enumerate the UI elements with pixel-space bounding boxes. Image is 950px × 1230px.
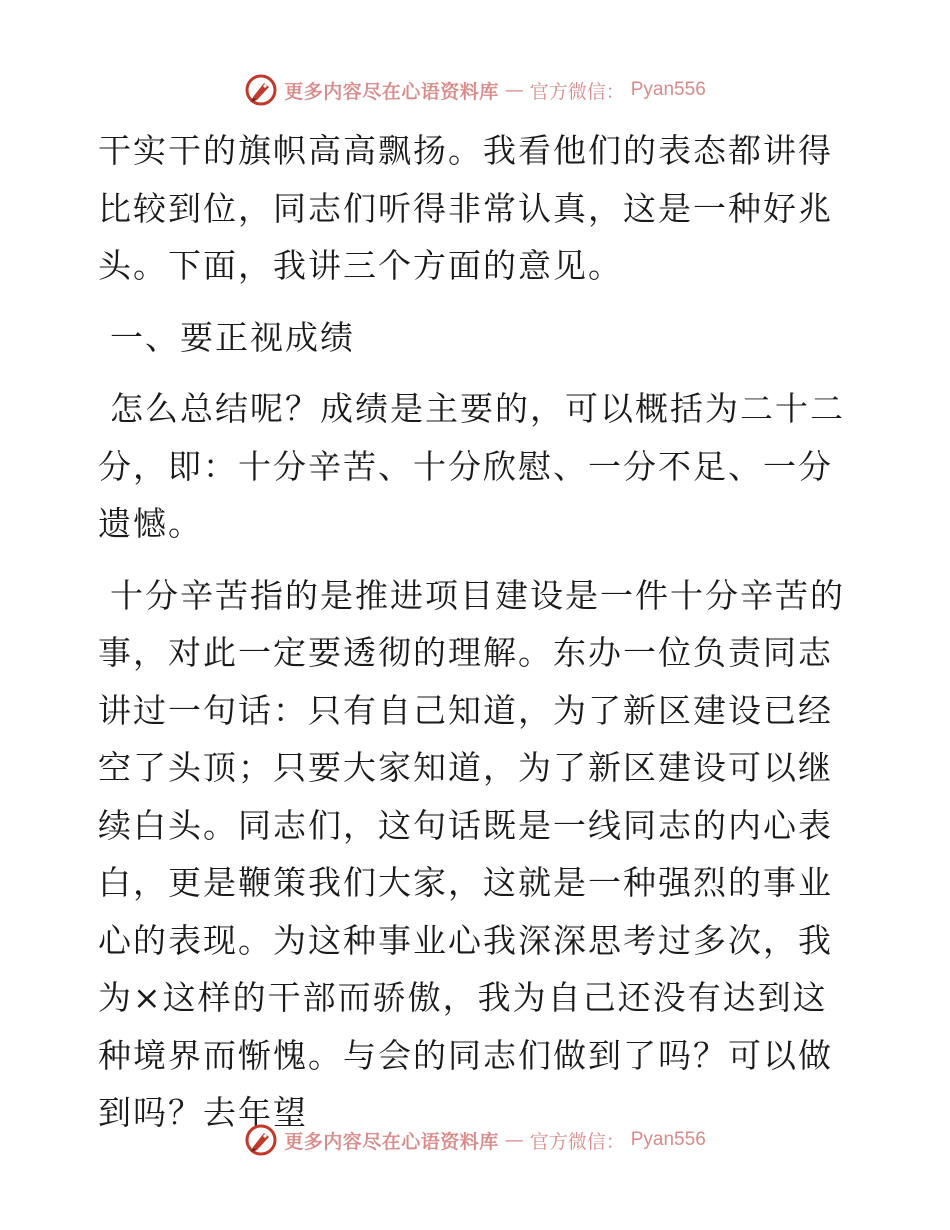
watermark-wechat-id: Pyan556 <box>630 79 706 100</box>
watermark-separator: — <box>504 1129 524 1151</box>
pen-nib-logo-icon <box>244 1123 278 1157</box>
watermark-wechat-label: 官方微信： <box>529 80 625 103</box>
watermark-site-text: 更多内容尽在心语资料库 <box>284 1130 499 1153</box>
paragraph-hardwork: 十分辛苦指的是推进项目建设是一件十分辛苦的事，对此一定要透彻的理解。东办一位负责同志讲过一句话：只有自己知道，为了新区建设已经空了头顶；只要大家知道，为了新区建设可以继续白头。同志们，这句话既是一线同志的内心表白，更是鞭策我们大家，这就是一种强烈的事业心的表现。为这种事业心我深深思考过多次，我为×这样的干部而骄傲，我为自己还没有达到这种境界而惭愧。与会的同志们做到了吗？可以做到吗？去年望 <box>98 575 845 1132</box>
watermark-separator: — <box>504 79 524 101</box>
footer-watermark <box>0 1120 950 1160</box>
watermark-wechat-id: Pyan556 <box>630 1129 706 1150</box>
document-body <box>98 122 850 1142</box>
paragraph-intro: 干实干的旗帜高高飘扬。我看他们的表态都讲得比较到位，同志们听得非常认真，这是一种好兆头。下面，我讲三个方面的意见。 <box>98 131 833 285</box>
section-heading: 一、要正视成绩 <box>110 317 355 357</box>
header-watermark <box>0 70 950 110</box>
paragraph-summary: 怎么总结呢？成绩是主要的，可以概括为二十二分，即：十分辛苦、十分欣慰、一分不足、一分遗憾。 <box>98 389 845 543</box>
pen-nib-logo-icon <box>244 73 278 107</box>
watermark-site-text: 更多内容尽在心语资料库 <box>284 80 499 103</box>
watermark-wechat-label: 官方微信： <box>529 1130 625 1153</box>
